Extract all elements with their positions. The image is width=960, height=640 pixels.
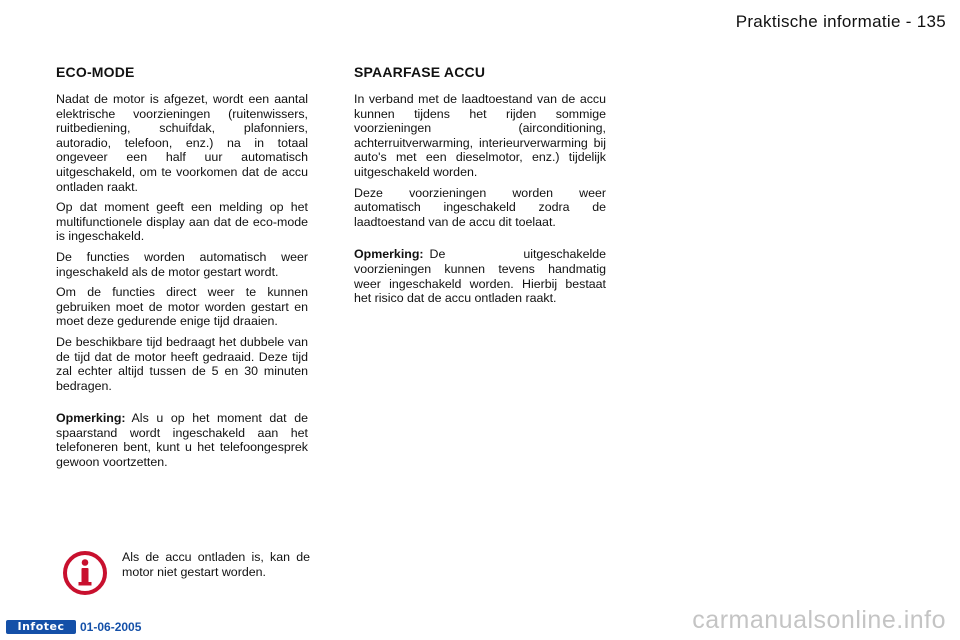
eco-mode-note-label: Opmerking:: [56, 411, 126, 426]
spaarfase-note-text: De uitgeschakelde voorzieningen kunnen tevens handmatig weer ingeschakeld worden. Hierbij bestaat het risico dat de accu ontladen raakt.: [354, 247, 606, 306]
spaarfase-accu-section: [354, 64, 606, 312]
spaarfase-note: [354, 247, 606, 305]
eco-mode-paragraph: De functies worden automatisch weer ingeschakeld als de motor gestart wordt.: [56, 249, 308, 279]
eco-mode-note-text: Als u op het moment dat de spaarstand wordt ingeschakeld aan het telefoneren bent, kunt u het telefoongesprek gewoon voortzetten.: [56, 411, 308, 470]
spaarfase-accu-heading: SPAARFASE ACCU: [354, 64, 486, 80]
info-icon: [62, 550, 108, 596]
info-box-text: Als de accu ontladen is, kan de motor niet gestart worden.: [122, 550, 310, 579]
spaarfase-note-label: Opmerking:: [354, 247, 424, 262]
eco-mode-paragraph: Op dat moment geeft een melding op het multifunctionele display aan dat de eco-mode is ingeschakeld.: [56, 200, 308, 244]
info-icon-base: [79, 582, 92, 586]
eco-mode-paragraph: Om de functies direct weer te kunnen gebruiken moet de motor worden gestart en moet deze gedurende enige tijd draaien.: [56, 285, 308, 329]
page-header-title: Praktische informatie - 135: [735, 12, 946, 31]
eco-mode-heading: ECO-MODE: [56, 64, 135, 80]
infotec-logo: Infotec: [6, 620, 76, 634]
eco-mode-paragraph: Nadat de motor is afgezet, wordt een aantal elektrische voorzieningen (ruitenwissers, ruitbediening, schuifdak, plafonniers, autoradio, telefoon, enz.) na in totaal ongeveer een half uur automatisch uitgeschakeld, om te voorkomen dat de accu ontladen raakt.: [56, 92, 308, 194]
info-icon-stem: [82, 568, 89, 584]
eco-mode-paragraph: De beschikbare tijd bedraagt het dubbele van de tijd dat de motor heeft gedraaid. Deze tijd zal echter altijd tussen de 5 en 30 minuten bedragen.: [56, 334, 308, 393]
watermark: carmanualsonline.info: [692, 606, 946, 634]
info-icon-dot: [82, 559, 89, 566]
footer-date: 01-06-2005: [80, 620, 142, 634]
spaarfase-paragraph: In verband met de laadtoestand van de accu kunnen tijdens het rijden sommige voorzieningen (airconditioning, achterruitverwarming, interieurverwarming bij auto's met een dieselmotor, enz.) tijdelijk uitgeschakeld worden.: [354, 92, 606, 179]
eco-mode-section: [56, 64, 308, 476]
eco-mode-note: [56, 411, 308, 469]
spaarfase-paragraph: Deze voorzieningen worden weer automatisch ingeschakeld zodra de laadtoestand van de accu dit toelaat.: [354, 185, 606, 229]
info-box: [60, 548, 312, 604]
